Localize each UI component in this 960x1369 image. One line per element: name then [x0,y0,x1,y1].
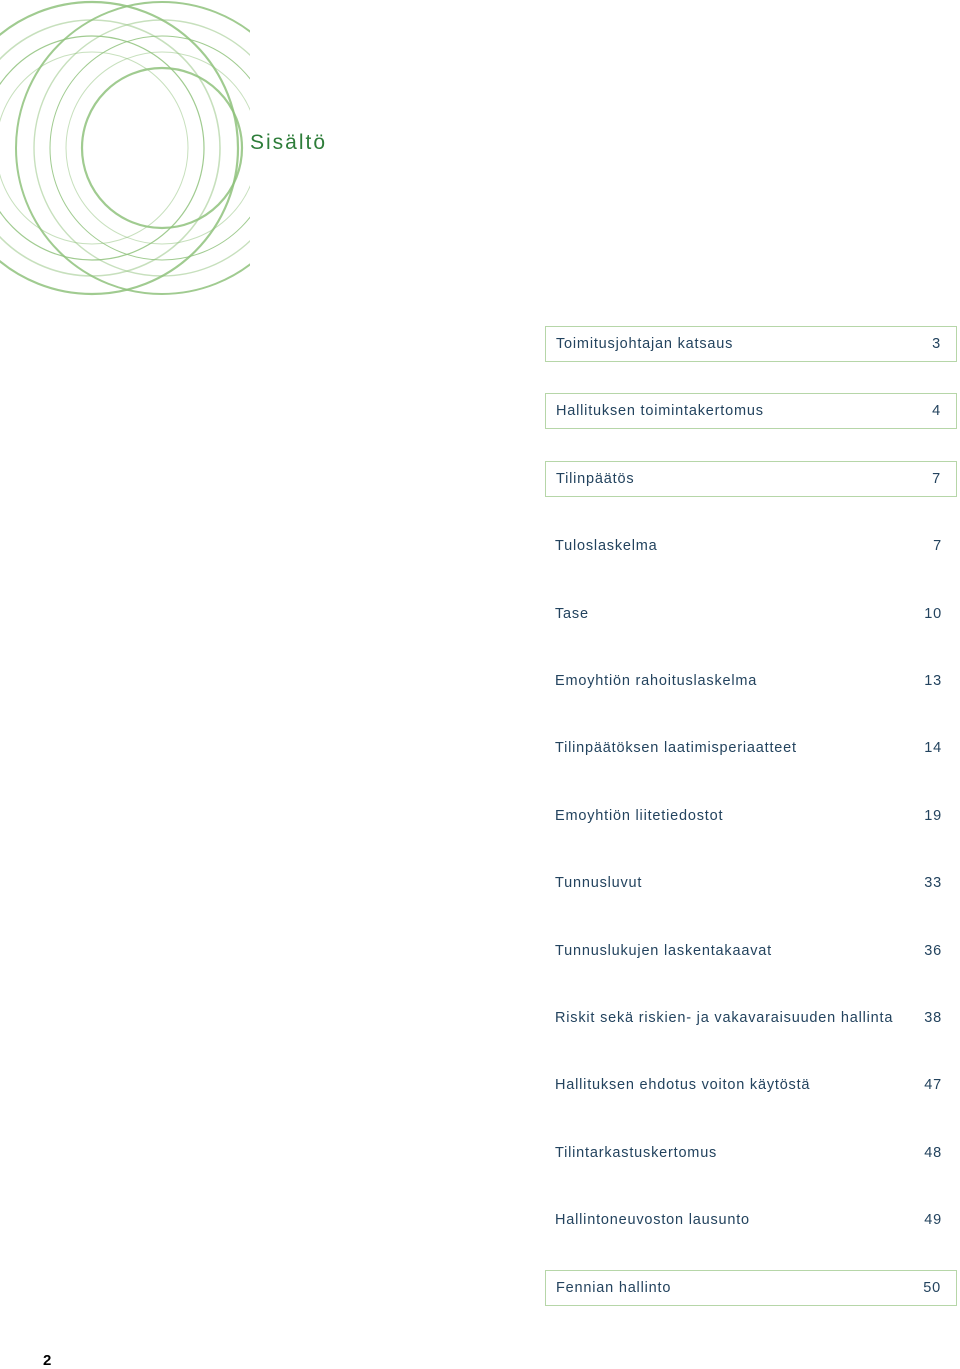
toc-item-label: Fennian hallinto [556,1279,672,1296]
toc-item-page: 50 [923,1279,941,1296]
toc-item-page: 33 [924,875,942,892]
toc-item-label: Tilinpäätöksen laatimisperiaatteet [555,740,797,757]
ring [66,52,252,244]
toc-item-label: Tuloslaskelma [555,538,658,555]
toc-item-label: Toimitusjohtajan katsaus [556,336,734,352]
ring [16,2,252,294]
toc-item[interactable] [545,865,957,901]
toc-item[interactable] [545,393,957,429]
toc-item[interactable] [545,461,957,497]
toc-item-label: Tunnuslukujen laskentakaavat [555,942,772,959]
toc-item[interactable] [545,1270,957,1306]
toc-item-page: 49 [924,1212,942,1229]
page-title: Sisältö [250,131,328,154]
toc-item-page: 4 [932,403,941,420]
toc-item-page: 7 [933,538,942,555]
toc-item-page: 48 [924,1144,942,1161]
toc-item[interactable] [545,528,957,564]
ring [0,2,238,294]
ring [0,20,220,276]
toc-item-label: Hallituksen toimintakertomus [556,403,764,420]
toc-item[interactable] [545,326,957,362]
toc-item-label: Emoyhtiön liitetiedostot [555,807,724,824]
toc-item[interactable] [545,663,957,699]
toc-item-page: 36 [924,942,942,959]
toc-item[interactable] [545,1135,957,1171]
toc-item-label: Tase [555,605,589,622]
toc-item[interactable] [545,596,957,632]
toc-item[interactable] [545,1067,957,1103]
toc-item[interactable] [545,730,957,766]
page-number: 2 [43,1352,52,1369]
toc-item-page: 14 [924,740,942,757]
toc-item[interactable] [545,933,957,969]
toc-item-page: 7 [932,470,941,487]
toc-item[interactable] [545,798,957,834]
toc-item-label: Riskit sekä riskien- ja vakavaraisuuden hallinta [555,1010,894,1026]
toc-item[interactable] [545,1000,957,1036]
toc-item[interactable] [545,1202,957,1238]
toc-item-label: Tilintarkastuskertomus [555,1144,718,1161]
toc-item-label: Tilinpäätös [556,470,635,487]
toc-item-label: Emoyhtiön rahoituslaskelma [555,673,758,689]
concentric-rings-decoration [0,0,252,300]
toc-item-label: Hallintoneuvoston lausunto [555,1212,750,1229]
toc-item-page: 19 [924,807,942,824]
toc-item-page: 47 [924,1077,942,1094]
toc-item-page: 3 [932,336,941,352]
toc-item-page: 13 [924,673,942,689]
ring [82,68,242,228]
toc-item-page: 38 [924,1010,942,1026]
toc-item-label: Hallituksen ehdotus voiton käytöstä [555,1077,811,1094]
toc-item-page: 10 [924,605,942,622]
toc-item-label: Tunnusluvut [555,875,643,892]
